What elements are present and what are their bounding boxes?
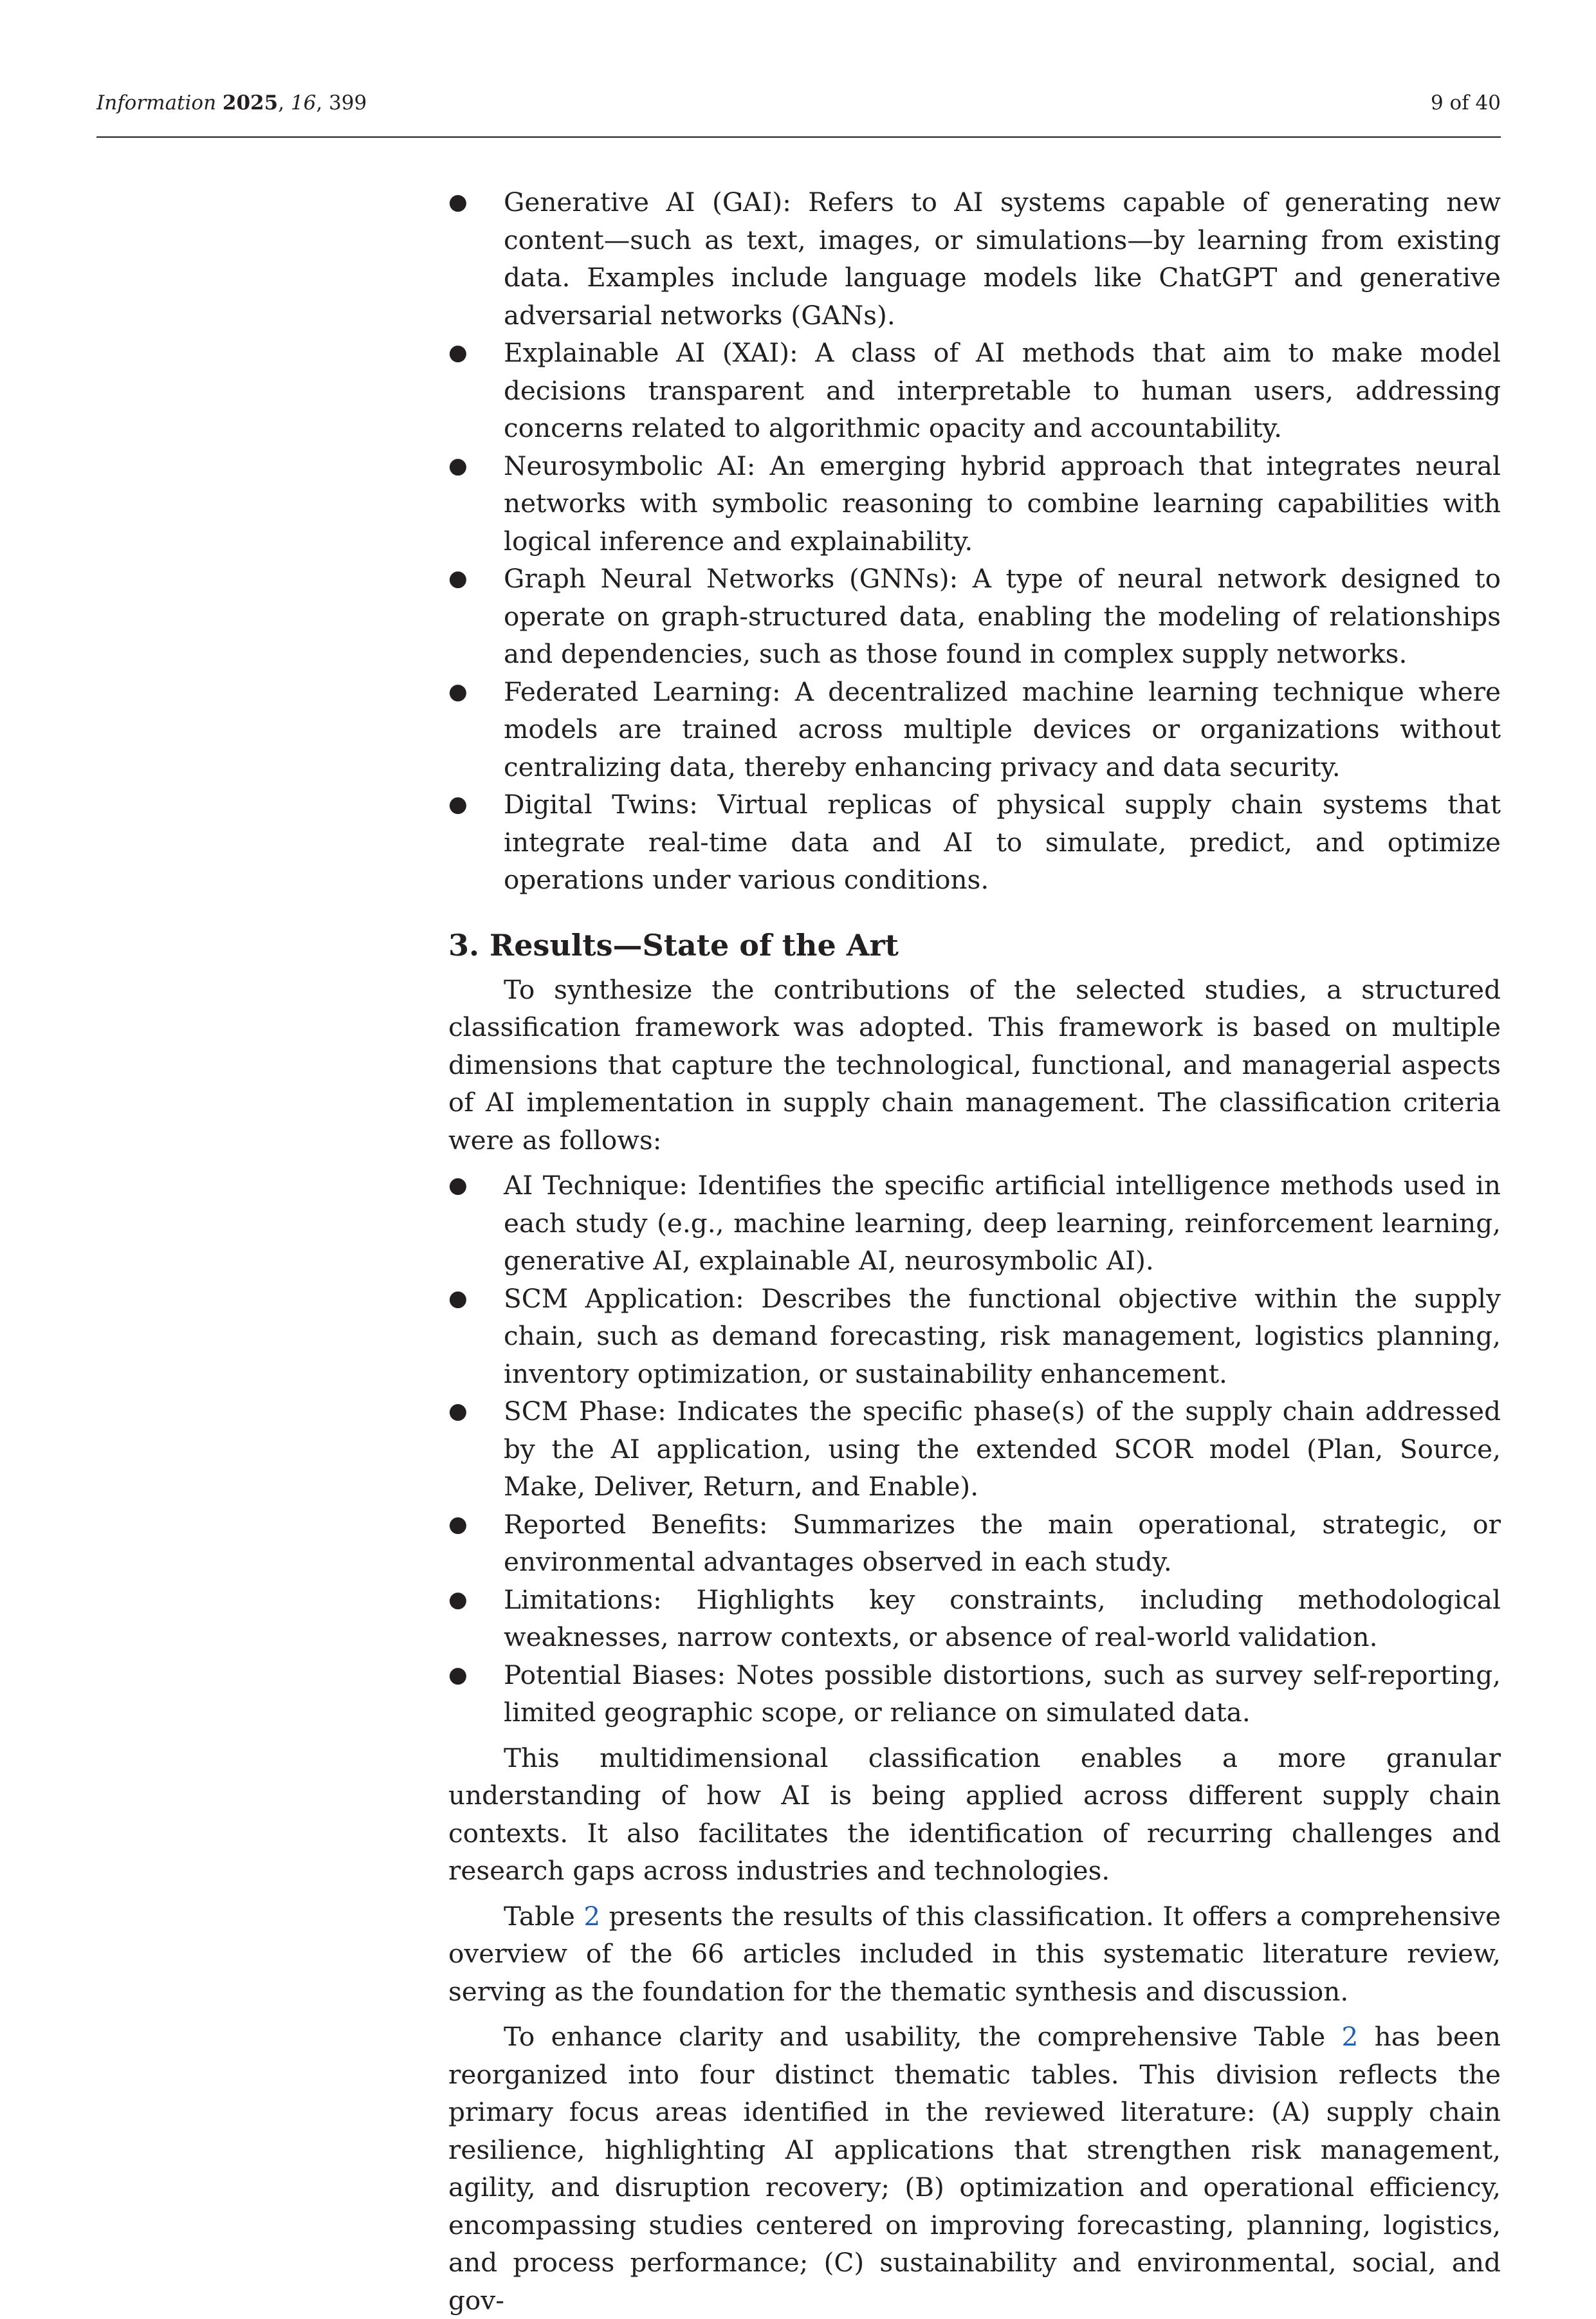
list-item: ● Potential Biases: Notes possible distortions, such as survey self-reporting, limited geographic scope, or reliance on simulated data. (448, 1656, 1501, 1732)
journal-name: Information (96, 91, 217, 115)
bullet-icon: ● (448, 791, 468, 817)
bullet-icon: ● (448, 566, 468, 591)
list-item: ● Graph Neural Networks (GNNs): A type of neural network designed to operate on graph-structured data, enabling the modeling of relationships and dependencies, such as those found in complex supply networks. (448, 560, 1501, 673)
list-item: ● Limitations: Highlights key constraints, including methodological weaknesses, narrow contexts, or absence of real-world validation. (448, 1581, 1501, 1656)
bullet-icon: ● (448, 452, 468, 479)
bullet-icon: ● (448, 1661, 468, 1688)
bullet-icon: ● (448, 1398, 468, 1424)
article-number: 399 (329, 91, 367, 115)
section-heading: 3. Results—State of the Art (448, 927, 899, 963)
bullet-icon: ● (448, 1511, 468, 1537)
bullet-icon: ● (448, 678, 468, 705)
table-2-link[interactable]: 2 (583, 1900, 601, 1932)
page-header (96, 90, 1501, 138)
list-item: ● Neurosymbolic AI: An emerging hybrid approach that integrates neural networks with symbolic reasoning to combine learning capabilities with logical inference and explainability. (448, 447, 1501, 560)
journal-citation: Information 2025, 16, 399 (96, 91, 367, 115)
list-item: ● Reported Benefits: Summarizes the main operational, strategic, or environmental advantages observed in each study. (448, 1506, 1501, 1581)
journal-volume: 16 (290, 91, 316, 115)
list-item: ● SCM Phase: Indicates the specific phase(s) of the supply chain addressed by the AI application, using the extended SCOR model (Plan, Source, Make, Deliver, Return, and Enable). (448, 1392, 1501, 1506)
table-overview-paragraph: Table 2 presents the results of this classification. It offers a comprehensive overview of the 66 articles included in this systematic literature review, serving as the foundation for the thematic synthesis and discussion. (448, 1900, 1501, 2007)
table-2-link[interactable]: 2 (1341, 2021, 1359, 2052)
bullet-icon: ● (448, 1172, 468, 1198)
journal-year: 2025 (222, 91, 279, 115)
reorganization-paragraph: To enhance clarity and usability, the comprehensive Table 2 has been reorganized into four distinct thematic tables. This division reflects the primary focus areas identified in the reviewed literature: (A) supply chain resilience, highlighting AI applications that strengthen risk management, agility, and disruption recovery; (B) optimization and operational efficiency, encompassing studies centered on improving forecasting, planning, logistics, and process performance; (C) sustainability and environmental, social, and gov- (448, 2021, 1501, 2316)
bullet-icon: ● (448, 189, 468, 215)
bullet-icon: ● (448, 1285, 468, 1311)
list-item: ● Federated Learning: A decentralized machine learning technique where models are trained across multiple devices or organizations without centralizing data, thereby enhancing privacy and data security. (448, 673, 1501, 786)
classification-criteria-list (448, 1167, 1501, 1732)
list-item: ● Generative AI (GAI): Refers to AI systems capable of generating new content—such as text, images, or simulations—by learning from existing data. Examples include language models like ChatGPT and generative adversarial networks (GANs). (448, 183, 1501, 334)
ai-terms-list (448, 183, 1501, 899)
list-item: ● SCM Application: Describes the functional objective within the supply chain, such as demand forecasting, risk management, logistics planning, inventory optimization, or sustainability enhancement. (448, 1280, 1501, 1393)
list-item: ● Digital Twins: Virtual replicas of physical supply chain systems that integrate real-time data and AI to simulate, predict, and optimize operations under various conditions. (448, 786, 1501, 899)
main-content (448, 183, 1501, 2319)
page-number: 9 of 40 (1430, 91, 1501, 115)
bullet-icon: ● (448, 340, 468, 365)
list-item: ● Explainable AI (XAI): A class of AI methods that aim to make model decisions transparent and interpretable to human users, addressing concerns related to algorithmic opacity and accountability. (448, 334, 1501, 447)
list-item: ● AI Technique: Identifies the specific artificial intelligence methods used in each study (e.g., machine learning, deep learning, reinforcement learning, generative AI, explainable AI, neurosymbolic AI). (448, 1167, 1501, 1280)
classification-paragraph: This multidimensional classification enables a more granular understanding of how AI is being applied across different supply chain contexts. It also facilitates the identification of recurring challenges and research gaps across industries and technologies. (448, 1742, 1501, 1886)
intro-paragraph: To synthesize the contributions of the selected studies, a structured classification framework was adopted. This framework is based on multiple dimensions that capture the technological, functional, and managerial aspects of AI implementation in supply chain management. The classification criteria were as follows: (448, 974, 1501, 1156)
bullet-icon: ● (448, 1586, 468, 1612)
